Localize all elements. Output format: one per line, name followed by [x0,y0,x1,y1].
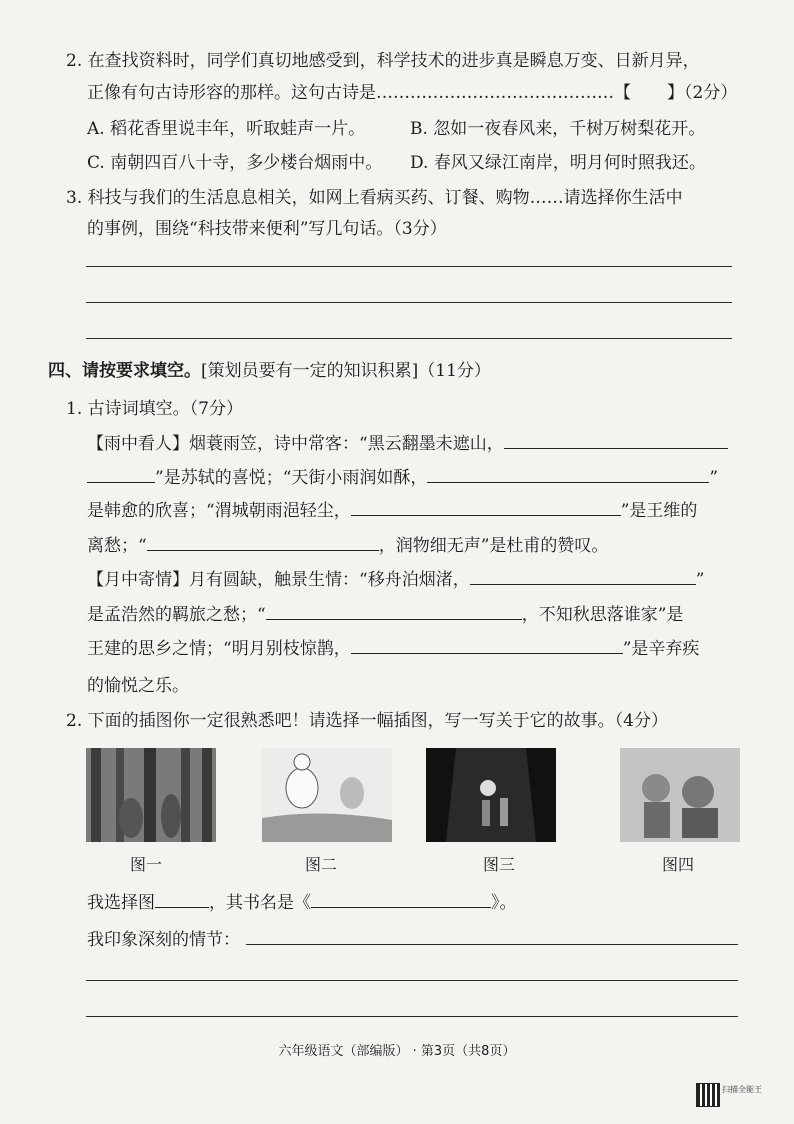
moon-blank-2[interactable] [266,601,522,620]
story-picture-blank[interactable] [155,889,209,908]
section4-subtitle: [策划员要有一定的知识积累] [201,361,419,381]
moon-blank-1[interactable] [470,566,696,585]
rain-text-3a: 是韩愈的欣喜；“渭城朝雨浥轻尘， [87,501,351,521]
rain-blank-3[interactable] [351,497,621,516]
characters-scene-icon [620,748,740,842]
story-book-text: ，其书名是《 [209,893,311,913]
moon-text-1a: 月有圆缺，触景生情：“移舟泊烟渚， [189,570,470,590]
q2-line1: 2. 在查找资料时，同学们真切地感受到，科学技术的进步真是瞬息万变、日新月异， [66,51,700,71]
qr-code-icon [696,1083,720,1107]
poem-moon-line3 [87,635,699,662]
rain-blank-2[interactable] [427,464,709,483]
q2-line2-text: 正像有句古诗形容的那样。这句古诗是……………………………………【 [87,83,631,103]
moon-tag: 【月中寄情】 [87,570,189,590]
moon-blank-3[interactable] [351,635,623,654]
story-title: 2. 下面的插图你一定很熟悉吧！请选择一幅插图，写一写关于它的故事。（4分） [66,711,668,731]
q2-option-d[interactable]: D. 春风又绿江南岸，明月何时照我还。 [410,153,706,173]
q3-answer-line-1[interactable] [86,266,732,267]
section4-title: 四、请按要求填空。 [48,361,201,381]
story-book-blank[interactable] [311,889,491,908]
story-answer-line-1[interactable] [246,944,738,945]
illustration-4[interactable] [620,748,740,842]
story-choose-line [87,889,517,916]
poem-rain-line2 [87,464,718,491]
cave-scene-icon [426,748,556,842]
scanner-logo: 扫描全能王 [722,1085,762,1094]
rain-text-3b: ”是王维的 [620,501,698,521]
section4-score: （11分） [418,361,491,381]
caption-4: 图四 [662,855,695,874]
caption-2: 图二 [305,855,338,874]
story-answer-line-3[interactable] [86,1016,738,1017]
poem-moon-line4: 的愉悦之乐。 [87,676,189,696]
q3-answer-line-2[interactable] [86,302,732,303]
q2-line2 [87,80,737,106]
poem-title: 1. 古诗词填空。（7分） [66,399,243,419]
rain-blank-1[interactable] [504,430,728,449]
illustration-3[interactable] [426,748,556,842]
moon-text-2b: ，不知秋思落谁家”是 [521,605,684,625]
rain-text-1: 烟蓑雨笠，诗中常客：“黑云翻墨未遮山， [189,434,504,454]
illustration-1[interactable] [86,748,216,842]
moon-text-1b: ” [695,570,705,590]
poem-rain-line1 [87,430,728,457]
q3-line1: 3. 科技与我们的生活息息相关，如网上看病买药、订餐、购物……请选择你生活中 [66,188,683,208]
rain-text-2a: ”是苏轼的喜悦；“天街小雨润如酥， [155,468,428,488]
rain-blank-4[interactable] [147,532,379,551]
rain-tag: 【雨中看人】 [87,434,189,454]
q3-answer-line-3[interactable] [86,338,732,339]
goose-scene-icon [262,748,392,842]
q2-option-b[interactable]: B. 忽如一夜春风来，千树万树梨花开。 [410,119,706,139]
poem-moon-line2 [87,601,683,628]
rain-blank-1b[interactable] [87,464,155,483]
story-impression-label: 我印象深刻的情节： [87,930,240,950]
rain-text-4a: 离愁；“ [87,536,147,556]
moon-text-3a: 王建的思乡之情；“明月别枝惊鹊， [87,639,351,659]
caption-1: 图一 [130,855,163,874]
q2-option-c[interactable]: C. 南朝四百八十寺，多少楼台烟雨中。 [87,153,383,173]
story-choose-text: 我选择图 [87,893,155,913]
story-answer-line-2[interactable] [86,980,738,981]
moon-text-3b: ”是辛弃疾 [622,639,700,659]
illustration-2[interactable] [262,748,392,842]
q2-score: 】（2分） [667,83,738,103]
poem-rain-line4 [87,532,608,559]
caption-3: 图三 [483,855,516,874]
page-footer: 六年级语文（部编版） · 第3页（共8页） [278,1044,516,1059]
poem-moon-line1 [87,566,704,593]
story-book-end: 》。 [491,893,517,913]
rain-text-4b: ，润物细无声”是杜甫的赞叹。 [378,536,609,556]
rain-text-2b: ” [709,468,719,488]
q3-line2: 的事例，围绕“科技带来便利”写几句话。（3分） [87,219,447,239]
poem-rain-line3 [87,497,697,524]
moon-text-2a: 是孟浩然的羁旅之愁；“ [87,605,266,625]
section4-heading [48,358,491,384]
q2-option-a[interactable]: A. 稻花香里说丰年，听取蛙声一片。 [87,119,366,139]
forest-scene-icon [86,748,216,842]
